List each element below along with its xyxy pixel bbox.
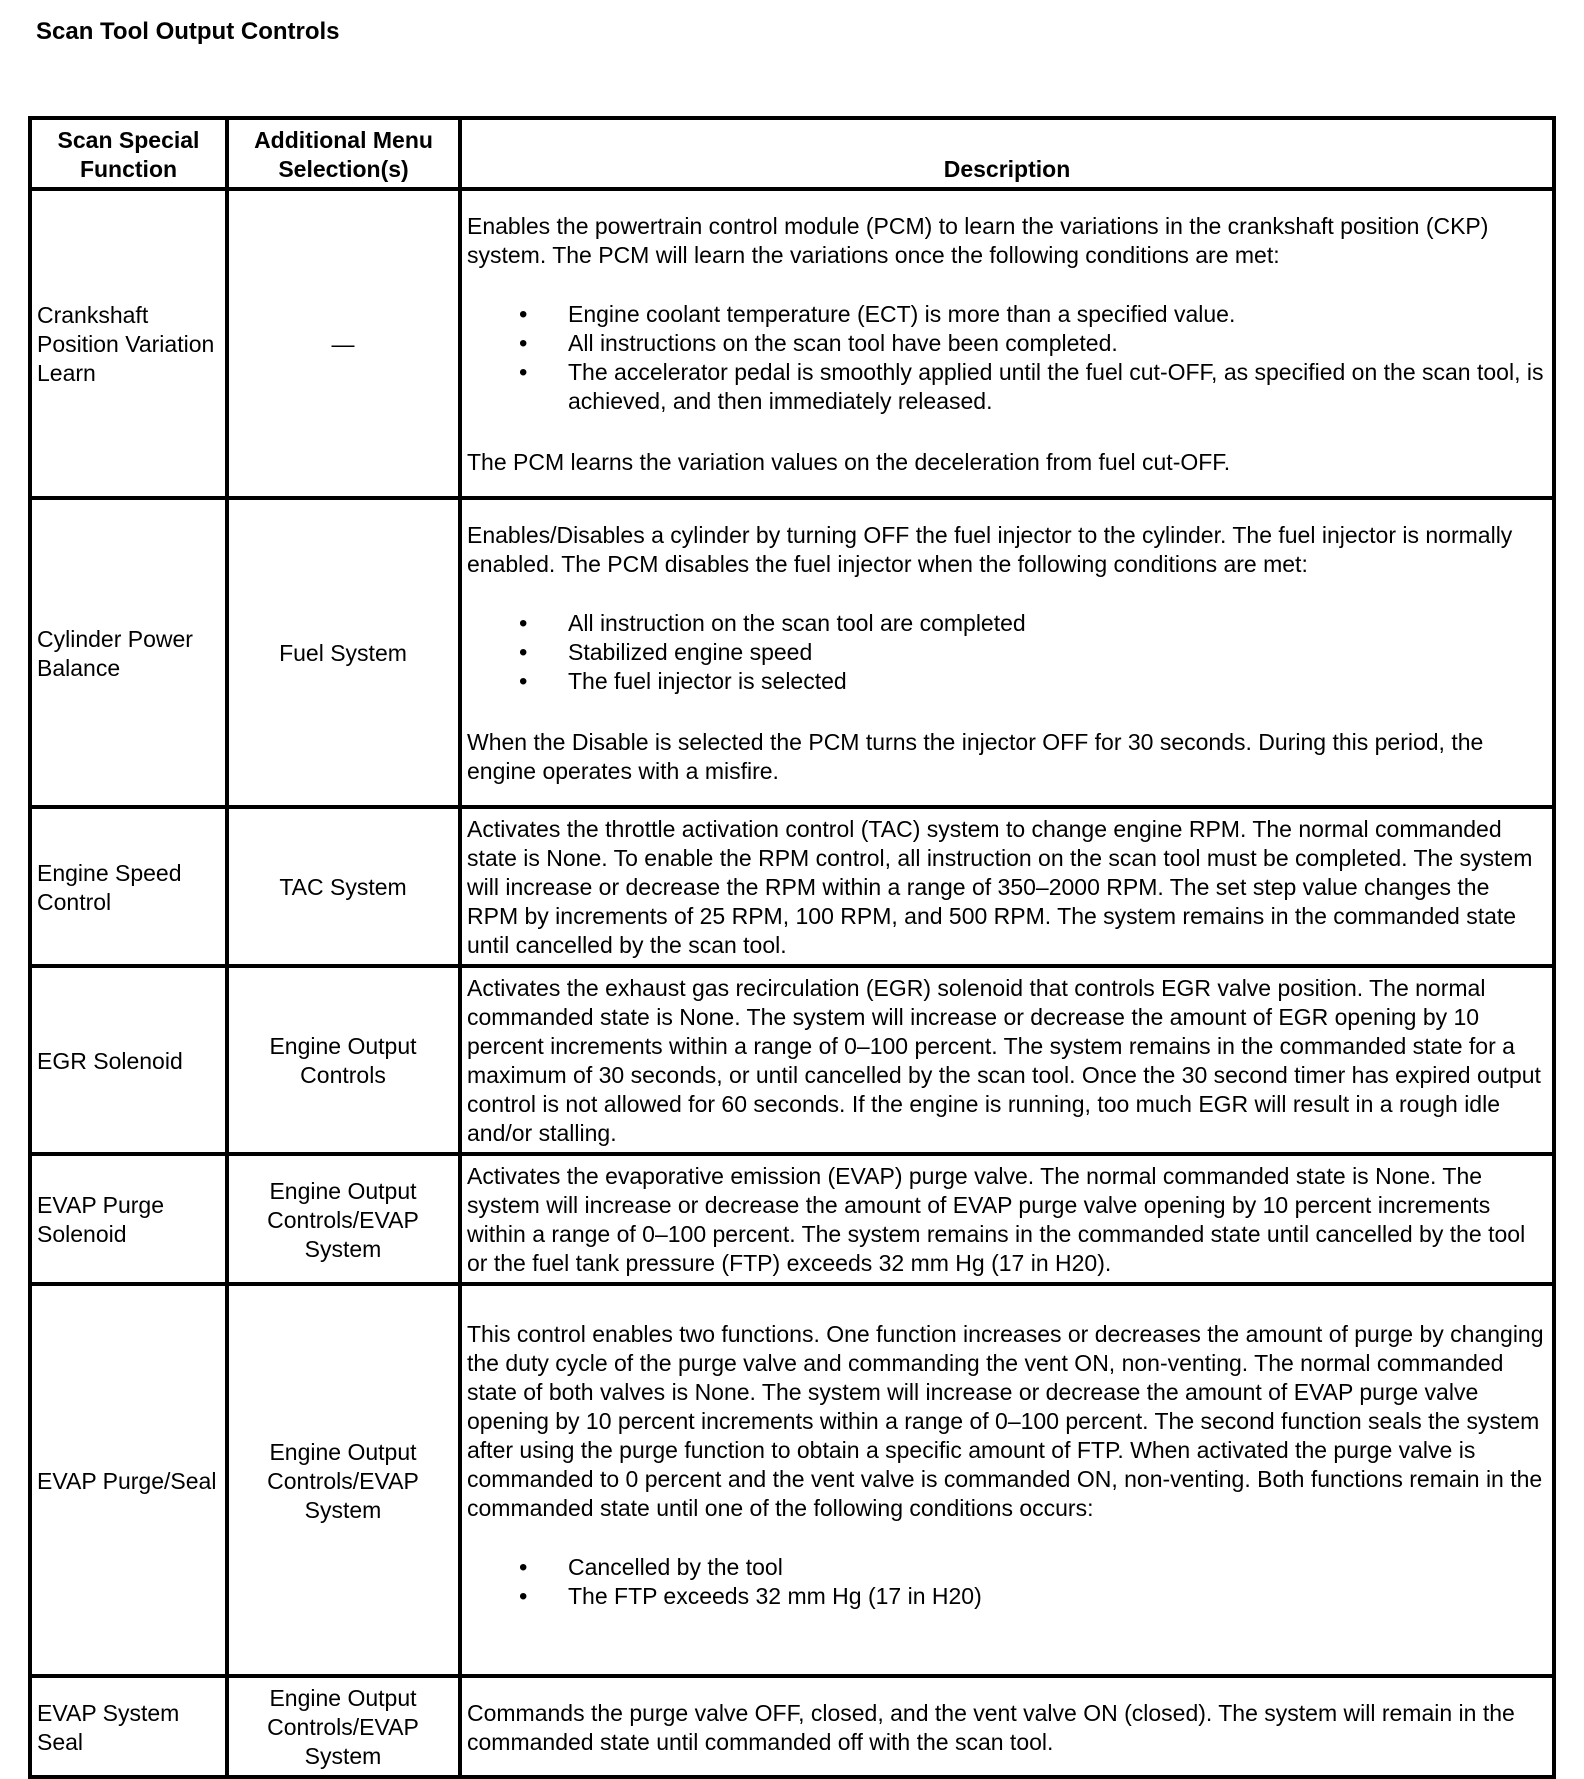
description-cell: [460, 1284, 1554, 1676]
table-row: [30, 189, 1554, 498]
table-row: [30, 966, 1554, 1154]
description-intro: Commands the purge valve OFF, closed, and the vent valve ON (closed). The system will remain in the commanded state until commanded off with the scan tool.: [467, 1699, 1515, 1755]
description-intro: Activates the evaporative emission (EVAP) purge valve. The normal commanded state is None. The system will increase or decrease the amount of EVAP purge valve opening by 10 percent increments within a range of 0–100 percent. The system remains in the commanded state until cancelled by the tool or the fuel tank pressure (FTP) exceeds 32 mm Hg (17 in H20).: [467, 1163, 1526, 1276]
description-intro: Enables/Disables a cylinder by turning OFF the fuel injector to the cylinder. The fuel injector is normally enabled. The PCM disables the fuel injector when the following conditions are met:: [467, 522, 1513, 577]
description-cell: [460, 498, 1554, 807]
function-cell: EVAP Purge Solenoid: [30, 1154, 227, 1284]
output-controls-table: [28, 116, 1556, 1779]
description-intro: Enables the powertrain control module (PCM) to learn the variations in the crankshaft position (CKP) system. The PCM will learn the variations once the following conditions are met:: [467, 213, 1489, 268]
header-scan-special-function: Scan Special Function: [30, 118, 227, 189]
menu-cell: —: [227, 189, 460, 498]
description-cell: [460, 966, 1554, 1154]
header-additional-menu-selections: Additional Menu Selection(s): [227, 118, 460, 189]
list-item: • Stabilized engine speed: [467, 638, 1546, 667]
condition-list: [467, 609, 1546, 696]
menu-cell: Engine Output Controls/EVAP System: [227, 1676, 460, 1777]
header-description: Description: [460, 118, 1554, 189]
function-cell: Cylinder Power Balance: [30, 498, 227, 807]
description-intro: Activates the exhaust gas recirculation (EGR) solenoid that controls EGR valve position. The normal commanded state is None. The system will increase or decrease the amount of EGR opening by 10 percent increments within a range of 0–100 percent. The system remains in the commanded state for a maximum of 30 seconds, or until cancelled by the scan tool. Once the 30 second timer has expired output control is not allowed for 60 seconds. If the engine is running, too much EGR will result in a rough idle and/or stalling.: [467, 975, 1541, 1146]
table-row: [30, 1676, 1554, 1777]
description-intro: Activates the throttle activation control (TAC) system to change engine RPM. The normal commanded state is None. To enable the RPM control, all instruction on the scan tool must be completed. The system will increase or decrease the RPM within a range of 350–2000 RPM. The set step value changes the RPM by increments of 25 RPM, 100 RPM, and 500 RPM. The system remains in the commanded state until cancelled by the scan tool.: [467, 816, 1533, 958]
list-item: • All instructions on the scan tool have been completed.: [467, 329, 1546, 358]
description-cell: [460, 1154, 1554, 1284]
condition-list: [467, 1553, 1546, 1611]
function-cell: Engine Speed Control: [30, 807, 227, 966]
description-cell: [460, 1676, 1554, 1777]
header-row: [30, 118, 1554, 189]
list-item: • The accelerator pedal is smoothly applied until the fuel cut-OFF, as specified on the scan tool, is achieved, and then immediately released.: [467, 358, 1546, 416]
list-item: • Engine coolant temperature (ECT) is more than a specified value.: [467, 300, 1546, 329]
description-cell: [460, 807, 1554, 966]
menu-cell: Engine Output Controls: [227, 966, 460, 1154]
menu-cell: TAC System: [227, 807, 460, 966]
table-row: [30, 1154, 1554, 1284]
list-item: • The fuel injector is selected: [467, 667, 1546, 696]
list-item: • All instruction on the scan tool are completed: [467, 609, 1546, 638]
function-cell: Crankshaft Position Variation Learn: [30, 189, 227, 498]
description-outro: When the Disable is selected the PCM turns the injector OFF for 30 seconds. During this period, the engine operates with a misfire.: [467, 729, 1484, 784]
description-cell: [460, 189, 1554, 498]
menu-cell: Fuel System: [227, 498, 460, 807]
condition-list: [467, 300, 1546, 416]
list-item: • The FTP exceeds 32 mm Hg (17 in H20): [467, 1582, 1546, 1611]
table-row: [30, 498, 1554, 807]
table-row: [30, 807, 1554, 966]
menu-cell: Engine Output Controls/EVAP System: [227, 1284, 460, 1676]
function-cell: EVAP System Seal: [30, 1676, 227, 1777]
function-cell: EVAP Purge/Seal: [30, 1284, 227, 1676]
description-outro: The PCM learns the variation values on the deceleration from fuel cut-OFF.: [467, 449, 1231, 475]
table-row: [30, 1284, 1554, 1676]
page-title: Scan Tool Output Controls: [36, 18, 340, 45]
description-intro: This control enables two functions. One function increases or decreases the amount of purge by changing the duty cycle of the purge valve and commanding the vent ON, non-venting. The normal commanded state of both valves is None. The system will increase or decrease the amount of EVAP purge valve opening by 10 percent increments within a range of 0–100 percent. The second function seals the system after using the purge function to obtain a specific amount of FTP. When activated the purge valve is commanded to 0 percent and the vent valve is commanded ON, non-venting. Both functions remain in the commanded state until one of the following conditions occurs:: [467, 1320, 1544, 1521]
function-cell: EGR Solenoid: [30, 966, 227, 1154]
list-item: • Cancelled by the tool: [467, 1553, 1546, 1582]
menu-cell: Engine Output Controls/EVAP System: [227, 1154, 460, 1284]
